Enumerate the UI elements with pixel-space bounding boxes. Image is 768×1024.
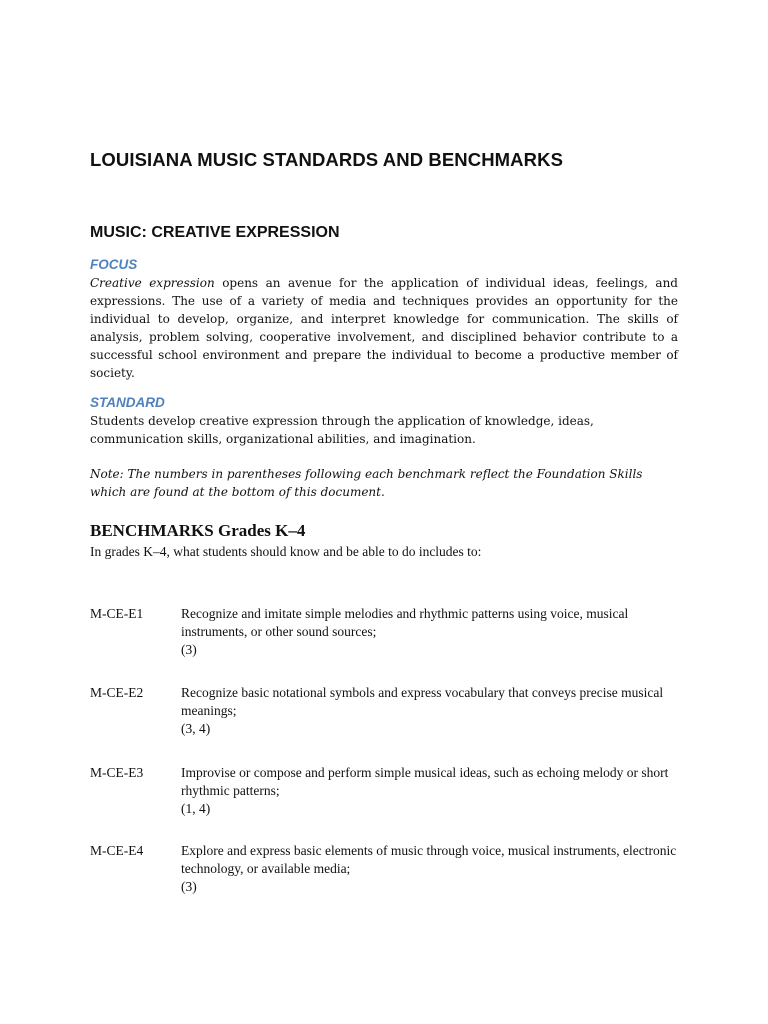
benchmark-code: M-CE-E1: [90, 606, 144, 621]
benchmark-code: M-CE-E4: [90, 843, 144, 858]
benchmark-text: Recognize basic notational symbols and express vocabulary that conveys precise musical meanings;: [181, 685, 664, 718]
benchmark-skills: (3, 4): [181, 721, 211, 736]
focus-paragraph: [90, 274, 678, 382]
benchmarks-intro: In grades K–4, what students should know and be able to do includes to:: [90, 544, 482, 559]
benchmark-skills: (3): [181, 879, 197, 894]
note-paragraph: Note: The numbers in parentheses following each benchmark reflect the Foundation Skills which are found at the bottom of this document.: [90, 467, 643, 499]
benchmark-text: Explore and express basic elements of music through voice, musical instruments, electronic technology, or available media;: [181, 843, 677, 876]
focus-lead: Creative expression: [90, 276, 215, 290]
benchmark-text: Improvise or compose and perform simple musical ideas, such as echoing melody or short rhythmic patterns;: [181, 765, 669, 798]
benchmark-skills: (3): [181, 642, 197, 657]
standard-paragraph: Students develop creative expression through the application of knowledge, ideas, communication skills, organizational abilities, and imagination.: [90, 414, 594, 446]
focus-text: opens an avenue for the application of individual ideas, feelings, and expressions. The use of a variety of media and techniques provides an opportunity for the individual to develop, organize, and interpret knowledge for communication. The skills of analysis, problem solving, cooperative involvement, and disciplined behavior contribute to a successful school environment and prepare the individual to become a productive member of society.: [90, 276, 678, 380]
focus-label: FOCUS: [90, 257, 138, 272]
section-title: MUSIC: CREATIVE EXPRESSION: [90, 224, 340, 241]
benchmark-skills: (1, 4): [181, 801, 211, 816]
standard-label: STANDARD: [90, 395, 165, 410]
benchmark-code: M-CE-E3: [90, 765, 144, 780]
benchmark-text: Recognize and imitate simple melodies and rhythmic patterns using voice, musical instruments, or other sound sources;: [181, 606, 629, 639]
document-title: LOUISIANA MUSIC STANDARDS AND BENCHMARKS: [90, 149, 564, 170]
benchmarks-heading: BENCHMARKS Grades K–4: [90, 521, 306, 540]
benchmark-code: M-CE-E2: [90, 685, 144, 700]
